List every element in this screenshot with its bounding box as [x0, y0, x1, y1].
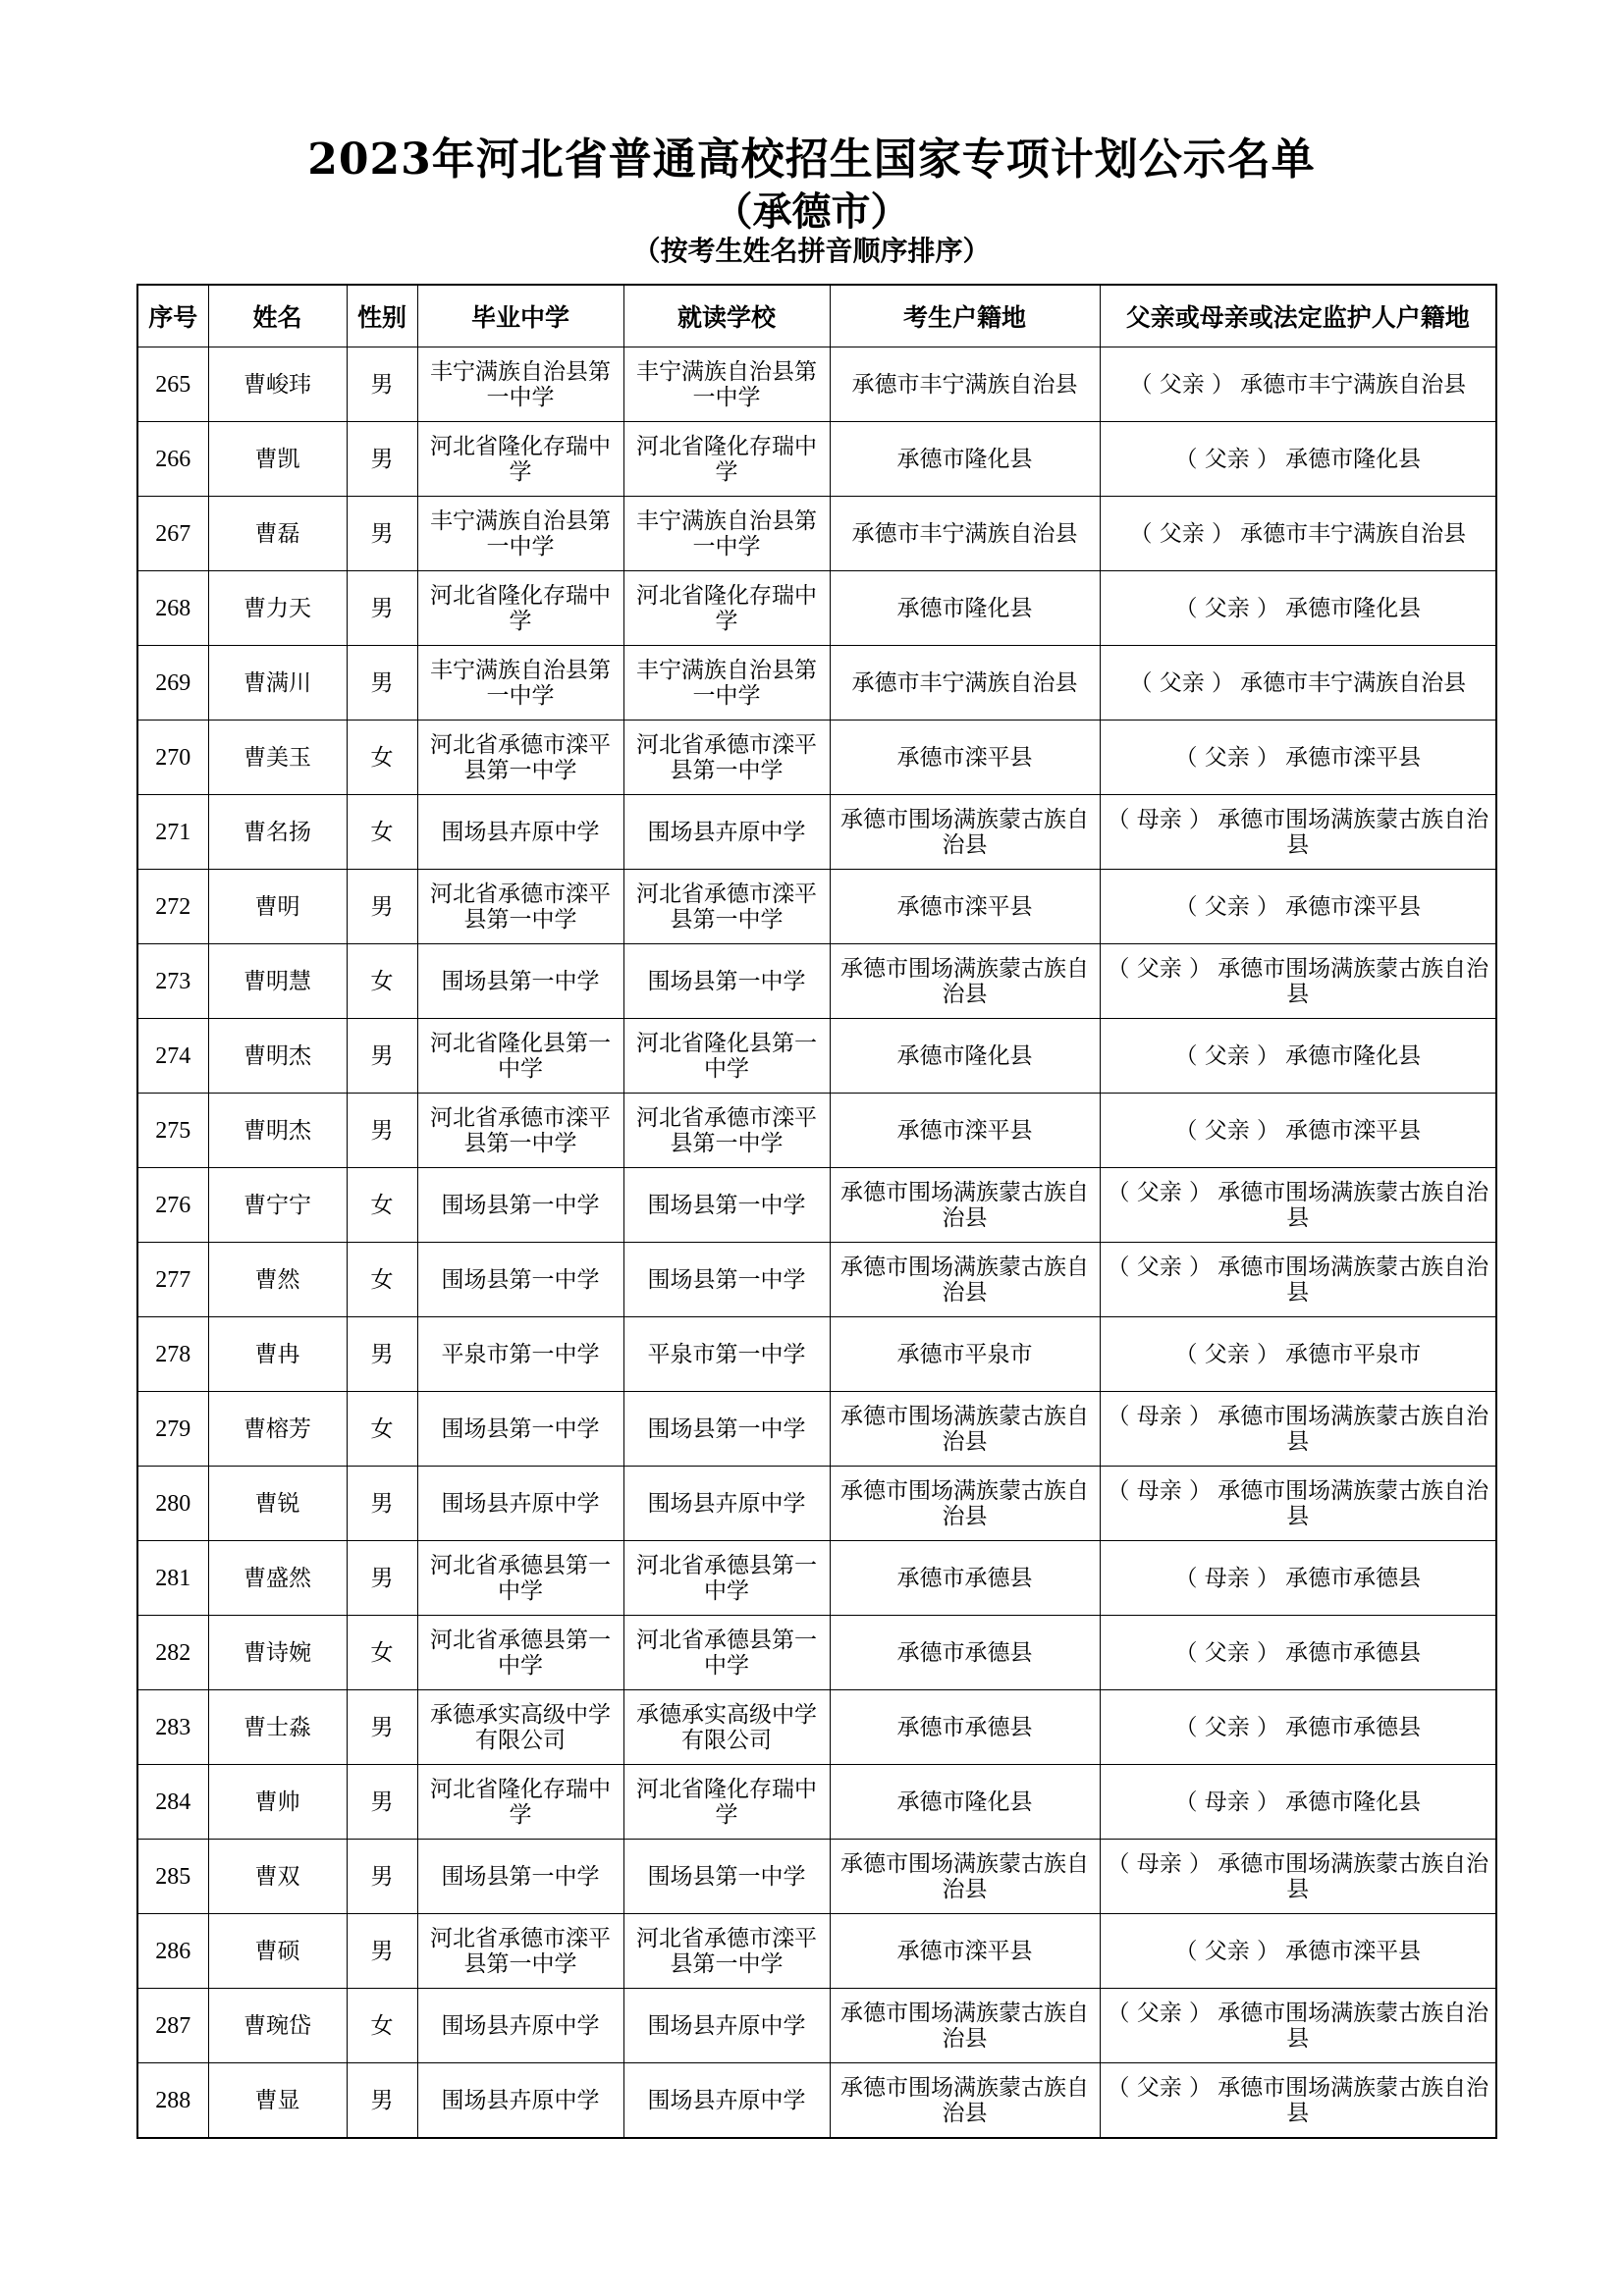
table-row — [137, 944, 1496, 1019]
cell-gender: 男 — [347, 1019, 417, 1094]
cell-current-school: 河北省承德市滦平县第一中学 — [623, 1914, 830, 1989]
guardian-relation: （ 母亲 ） — [1174, 1565, 1280, 1591]
cell-gender: 男 — [347, 422, 417, 497]
cell-graduation-school: 围场县卉原中学 — [417, 1989, 623, 2063]
cell-student-hukou: 承德市围场满族蒙古族自治县 — [830, 795, 1100, 870]
cell-student-hukou: 承德市承德县 — [830, 1616, 1100, 1690]
cell-student-name: 曹帅 — [208, 1765, 347, 1840]
page-title: 2023年河北省普通高校招生国家专项计划公示名单 — [307, 134, 1316, 185]
cell-student-hukou: 承德市隆化县 — [830, 571, 1100, 646]
cell-student-name: 曹硕 — [208, 1914, 347, 1989]
table-row — [137, 1467, 1496, 1541]
cell-current-school: 围场县第一中学 — [623, 1168, 830, 1243]
cell-graduation-school: 河北省隆化存瑞中学 — [417, 422, 623, 497]
cell-graduation-school: 围场县第一中学 — [417, 1243, 623, 1317]
table-row — [137, 497, 1496, 571]
cell-serial-no: 278 — [137, 1317, 208, 1392]
guardian-relation: （ 父亲 ） — [1174, 893, 1280, 920]
cell-guardian-hukou — [1100, 347, 1496, 422]
cell-gender: 女 — [347, 1392, 417, 1467]
cell-gender: 男 — [347, 646, 417, 721]
guardian-relation: （ 父亲 ） — [1129, 371, 1235, 398]
cell-serial-no: 277 — [137, 1243, 208, 1317]
guardian-hukou-place: 承德市承德县 — [1285, 1714, 1422, 1740]
guardian-hukou-place: 承德市围场满族蒙古族自治县 — [1217, 806, 1489, 858]
cell-serial-no: 281 — [137, 1541, 208, 1616]
cell-student-name: 曹名扬 — [208, 795, 347, 870]
cell-student-name: 曹满川 — [208, 646, 347, 721]
cell-guardian-hukou — [1100, 1989, 1496, 2063]
cell-current-school: 河北省隆化县第一中学 — [623, 1019, 830, 1094]
guardian-relation: （ 父亲 ） — [1174, 1042, 1280, 1069]
cell-student-name: 曹明杰 — [208, 1019, 347, 1094]
guardian-relation: （ 父亲 ） — [1174, 1341, 1280, 1367]
cell-current-school: 河北省承德县第一中学 — [623, 1616, 830, 1690]
cell-student-hukou: 承德市围场满族蒙古族自治县 — [830, 1840, 1100, 1914]
cell-student-name: 曹盛然 — [208, 1541, 347, 1616]
cell-serial-no: 286 — [137, 1914, 208, 1989]
cell-graduation-school: 丰宁满族自治县第一中学 — [417, 646, 623, 721]
cell-student-name: 曹力天 — [208, 571, 347, 646]
guardian-hukou-place: 承德市围场满族蒙古族自治县 — [1217, 1254, 1489, 1306]
cell-graduation-school: 围场县第一中学 — [417, 1168, 623, 1243]
cell-student-name: 曹明慧 — [208, 944, 347, 1019]
cell-student-name: 曹凯 — [208, 422, 347, 497]
cell-graduation-school: 围场县卉原中学 — [417, 2063, 623, 2139]
cell-gender: 男 — [347, 497, 417, 571]
table-row — [137, 1840, 1496, 1914]
guardian-relation: （ 父亲 ） — [1174, 595, 1280, 621]
cell-guardian-hukou — [1100, 2063, 1496, 2139]
cell-student-name: 曹榕芳 — [208, 1392, 347, 1467]
cell-serial-no: 283 — [137, 1690, 208, 1765]
cell-graduation-school: 河北省承德市滦平县第一中学 — [417, 870, 623, 944]
cell-student-hukou: 承德市围场满族蒙古族自治县 — [830, 1467, 1100, 1541]
cell-current-school: 围场县卉原中学 — [623, 1989, 830, 2063]
cell-current-school: 平泉市第一中学 — [623, 1317, 830, 1392]
guardian-hukou-place: 承德市围场满族蒙古族自治县 — [1217, 1179, 1489, 1231]
cell-graduation-school: 河北省承德市滦平县第一中学 — [417, 1094, 623, 1168]
cell-student-hukou: 承德市滦平县 — [830, 721, 1100, 795]
guardian-hukou-place: 承德市隆化县 — [1285, 1042, 1422, 1069]
guardian-hukou-place: 承德市围场满族蒙古族自治县 — [1217, 1403, 1489, 1455]
cell-guardian-hukou — [1100, 1317, 1496, 1392]
table-row — [137, 1765, 1496, 1840]
cell-gender: 男 — [347, 2063, 417, 2139]
cell-gender: 男 — [347, 870, 417, 944]
cell-graduation-school: 河北省承德市滦平县第一中学 — [417, 721, 623, 795]
cell-gender: 男 — [347, 1840, 417, 1914]
cell-graduation-school: 丰宁满族自治县第一中学 — [417, 497, 623, 571]
cell-guardian-hukou — [1100, 1467, 1496, 1541]
guardian-relation: （ 父亲 ） — [1107, 2000, 1213, 2026]
column-header-gender: 性别 — [347, 285, 417, 347]
cell-student-name: 曹显 — [208, 2063, 347, 2139]
cell-student-name: 曹诗婉 — [208, 1616, 347, 1690]
guardian-relation: （ 母亲 ） — [1174, 1789, 1280, 1815]
cell-guardian-hukou — [1100, 1094, 1496, 1168]
guardian-relation: （ 父亲 ） — [1174, 1639, 1280, 1666]
column-header-name: 姓名 — [208, 285, 347, 347]
cell-student-hukou: 承德市围场满族蒙古族自治县 — [830, 1168, 1100, 1243]
cell-gender: 女 — [347, 795, 417, 870]
cell-student-name: 曹琬岱 — [208, 1989, 347, 2063]
cell-guardian-hukou — [1100, 795, 1496, 870]
cell-guardian-hukou — [1100, 1168, 1496, 1243]
cell-graduation-school: 河北省承德县第一中学 — [417, 1541, 623, 1616]
guardian-relation: （ 母亲 ） — [1107, 1850, 1213, 1877]
table-row — [137, 1019, 1496, 1094]
cell-graduation-school: 河北省承德县第一中学 — [417, 1616, 623, 1690]
cell-student-hukou: 承德市丰宁满族自治县 — [830, 646, 1100, 721]
guardian-relation: （ 父亲 ） — [1107, 955, 1213, 982]
cell-student-hukou: 承德市围场满族蒙古族自治县 — [830, 2063, 1100, 2139]
table-row — [137, 721, 1496, 795]
cell-current-school: 丰宁满族自治县第一中学 — [623, 347, 830, 422]
cell-serial-no: 268 — [137, 571, 208, 646]
cell-student-name: 曹然 — [208, 1243, 347, 1317]
cell-student-name: 曹磊 — [208, 497, 347, 571]
cell-guardian-hukou — [1100, 1914, 1496, 1989]
table-row — [137, 1094, 1496, 1168]
cell-graduation-school: 围场县第一中学 — [417, 944, 623, 1019]
cell-gender: 女 — [347, 1616, 417, 1690]
guardian-hukou-place: 承德市围场满族蒙古族自治县 — [1217, 1850, 1489, 1902]
cell-graduation-school: 围场县第一中学 — [417, 1840, 623, 1914]
cell-guardian-hukou — [1100, 944, 1496, 1019]
cell-student-name: 曹宁宁 — [208, 1168, 347, 1243]
cell-student-hukou: 承德市滦平县 — [830, 1094, 1100, 1168]
table-row — [137, 795, 1496, 870]
table-row — [137, 1243, 1496, 1317]
cell-gender: 女 — [347, 1168, 417, 1243]
cell-student-hukou: 承德市隆化县 — [830, 1765, 1100, 1840]
guardian-relation: （ 父亲 ） — [1174, 446, 1280, 472]
cell-graduation-school: 围场县第一中学 — [417, 1392, 623, 1467]
table-row — [137, 1317, 1496, 1392]
cell-current-school: 河北省承德市滦平县第一中学 — [623, 721, 830, 795]
column-header-no: 序号 — [137, 285, 208, 347]
cell-student-hukou: 承德市承德县 — [830, 1690, 1100, 1765]
cell-serial-no: 279 — [137, 1392, 208, 1467]
cell-current-school: 丰宁满族自治县第一中学 — [623, 646, 830, 721]
cell-current-school: 围场县卉原中学 — [623, 795, 830, 870]
guardian-relation: （ 父亲 ） — [1129, 520, 1235, 547]
cell-serial-no: 270 — [137, 721, 208, 795]
cell-student-name: 曹明杰 — [208, 1094, 347, 1168]
guardian-relation: （ 父亲 ） — [1107, 1179, 1213, 1205]
cell-guardian-hukou — [1100, 1541, 1496, 1616]
table-row — [137, 1168, 1496, 1243]
cell-gender: 男 — [347, 1690, 417, 1765]
cell-graduation-school: 围场县卉原中学 — [417, 1467, 623, 1541]
cell-gender: 女 — [347, 944, 417, 1019]
cell-current-school: 河北省承德市滦平县第一中学 — [623, 870, 830, 944]
cell-gender: 男 — [347, 1467, 417, 1541]
cell-current-school: 围场县第一中学 — [623, 1243, 830, 1317]
cell-guardian-hukou — [1100, 422, 1496, 497]
cell-serial-no: 275 — [137, 1094, 208, 1168]
cell-student-hukou: 承德市围场满族蒙古族自治县 — [830, 944, 1100, 1019]
guardian-hukou-place: 承德市隆化县 — [1285, 1789, 1422, 1815]
guardian-hukou-place: 承德市承德县 — [1285, 1639, 1422, 1666]
cell-guardian-hukou — [1100, 571, 1496, 646]
column-header-guardian-hukou: 父亲或母亲或法定监护人户籍地 — [1100, 285, 1496, 347]
guardian-hukou-place: 承德市平泉市 — [1285, 1341, 1422, 1367]
cell-graduation-school: 丰宁满族自治县第一中学 — [417, 347, 623, 422]
cell-graduation-school: 河北省隆化县第一中学 — [417, 1019, 623, 1094]
guardian-hukou-place: 承德市丰宁满族自治县 — [1240, 371, 1467, 398]
cell-student-hukou: 承德市平泉市 — [830, 1317, 1100, 1392]
cell-graduation-school: 河北省隆化存瑞中学 — [417, 1765, 623, 1840]
cell-student-name: 曹锐 — [208, 1467, 347, 1541]
cell-guardian-hukou — [1100, 1840, 1496, 1914]
cell-graduation-school: 平泉市第一中学 — [417, 1317, 623, 1392]
table-row — [137, 1541, 1496, 1616]
table-row — [137, 571, 1496, 646]
column-header-current-school: 就读学校 — [623, 285, 830, 347]
cell-student-name: 曹冉 — [208, 1317, 347, 1392]
cell-student-hukou: 承德市承德县 — [830, 1541, 1100, 1616]
cell-guardian-hukou — [1100, 1392, 1496, 1467]
column-header-hukou: 考生户籍地 — [830, 285, 1100, 347]
guardian-relation: （ 父亲 ） — [1174, 1938, 1280, 1964]
table-row — [137, 1914, 1496, 1989]
cell-serial-no: 280 — [137, 1467, 208, 1541]
cell-gender: 男 — [347, 1541, 417, 1616]
roster-table — [136, 284, 1497, 2139]
cell-serial-no: 267 — [137, 497, 208, 571]
cell-serial-no: 287 — [137, 1989, 208, 2063]
cell-serial-no: 282 — [137, 1616, 208, 1690]
cell-current-school: 河北省承德县第一中学 — [623, 1541, 830, 1616]
cell-student-hukou: 承德市隆化县 — [830, 1019, 1100, 1094]
cell-serial-no: 276 — [137, 1168, 208, 1243]
guardian-relation: （ 父亲 ） — [1174, 744, 1280, 771]
cell-current-school: 河北省承德市滦平县第一中学 — [623, 1094, 830, 1168]
table-row — [137, 1690, 1496, 1765]
guardian-relation: （ 母亲 ） — [1107, 806, 1213, 832]
cell-student-hukou: 承德市滦平县 — [830, 870, 1100, 944]
guardian-relation: （ 父亲 ） — [1174, 1714, 1280, 1740]
guardian-hukou-place: 承德市围场满族蒙古族自治县 — [1217, 955, 1489, 1007]
table-row — [137, 1616, 1496, 1690]
cell-gender: 男 — [347, 1317, 417, 1392]
cell-current-school: 围场县第一中学 — [623, 944, 830, 1019]
guardian-relation: （ 父亲 ） — [1107, 1254, 1213, 1280]
cell-current-school: 丰宁满族自治县第一中学 — [623, 497, 830, 571]
cell-current-school: 河北省隆化存瑞中学 — [623, 422, 830, 497]
cell-graduation-school: 承德承实高级中学有限公司 — [417, 1690, 623, 1765]
cell-guardian-hukou — [1100, 1019, 1496, 1094]
cell-student-name: 曹双 — [208, 1840, 347, 1914]
table-row — [137, 646, 1496, 721]
cell-gender: 男 — [347, 347, 417, 422]
cell-serial-no: 266 — [137, 422, 208, 497]
cell-guardian-hukou — [1100, 1243, 1496, 1317]
guardian-hukou-place: 承德市围场满族蒙古族自治县 — [1217, 2074, 1489, 2126]
guardian-relation: （ 父亲 ） — [1174, 1117, 1280, 1144]
cell-guardian-hukou — [1100, 1616, 1496, 1690]
cell-guardian-hukou — [1100, 1690, 1496, 1765]
cell-guardian-hukou — [1100, 646, 1496, 721]
cell-serial-no: 285 — [137, 1840, 208, 1914]
guardian-hukou-place: 承德市丰宁满族自治县 — [1240, 520, 1467, 547]
table-row — [137, 347, 1496, 422]
cell-current-school: 围场县卉原中学 — [623, 2063, 830, 2139]
table-row — [137, 2063, 1496, 2139]
cell-student-hukou: 承德市丰宁满族自治县 — [830, 347, 1100, 422]
cell-gender: 男 — [347, 1765, 417, 1840]
cell-student-hukou: 承德市围场满族蒙古族自治县 — [830, 1989, 1100, 2063]
cell-guardian-hukou — [1100, 721, 1496, 795]
cell-gender: 男 — [347, 1094, 417, 1168]
guardian-hukou-place: 承德市滦平县 — [1285, 1938, 1422, 1964]
guardian-relation: （ 母亲 ） — [1107, 1403, 1213, 1429]
cell-current-school: 河北省隆化存瑞中学 — [623, 1765, 830, 1840]
cell-graduation-school: 河北省承德市滦平县第一中学 — [417, 1914, 623, 1989]
cell-current-school: 河北省隆化存瑞中学 — [623, 571, 830, 646]
guardian-relation: （ 母亲 ） — [1107, 1477, 1213, 1504]
cell-current-school: 围场县第一中学 — [623, 1840, 830, 1914]
table-row — [137, 422, 1496, 497]
guardian-relation: （ 父亲 ） — [1129, 669, 1235, 696]
table-header-row — [137, 285, 1496, 347]
table-row — [137, 870, 1496, 944]
cell-student-hukou: 承德市丰宁满族自治县 — [830, 497, 1100, 571]
cell-serial-no: 273 — [137, 944, 208, 1019]
cell-guardian-hukou — [1100, 870, 1496, 944]
guardian-hukou-place: 承德市丰宁满族自治县 — [1240, 669, 1467, 696]
cell-serial-no: 288 — [137, 2063, 208, 2139]
column-header-grad-school: 毕业中学 — [417, 285, 623, 347]
cell-student-hukou: 承德市滦平县 — [830, 1914, 1100, 1989]
cell-current-school: 围场县卉原中学 — [623, 1467, 830, 1541]
guardian-hukou-place: 承德市承德县 — [1285, 1565, 1422, 1591]
cell-gender: 男 — [347, 571, 417, 646]
cell-student-hukou: 承德市围场满族蒙古族自治县 — [830, 1392, 1100, 1467]
cell-gender: 女 — [347, 1243, 417, 1317]
table-body — [137, 347, 1496, 2139]
guardian-hukou-place: 承德市滦平县 — [1285, 744, 1422, 771]
cell-serial-no: 271 — [137, 795, 208, 870]
cell-serial-no: 274 — [137, 1019, 208, 1094]
guardian-hukou-place: 承德市滦平县 — [1285, 893, 1422, 920]
cell-current-school: 围场县第一中学 — [623, 1392, 830, 1467]
guardian-relation: （ 父亲 ） — [1107, 2074, 1213, 2101]
table-row — [137, 1392, 1496, 1467]
cell-current-school: 承德承实高级中学有限公司 — [623, 1690, 830, 1765]
cell-serial-no: 269 — [137, 646, 208, 721]
sort-note: （按考生姓名拼音顺序排序） — [632, 235, 991, 267]
cell-student-name: 曹士淼 — [208, 1690, 347, 1765]
cell-student-name: 曹美玉 — [208, 721, 347, 795]
cell-student-name: 曹峻玮 — [208, 347, 347, 422]
cell-serial-no: 265 — [137, 347, 208, 422]
guardian-hukou-place: 承德市围场满族蒙古族自治县 — [1217, 1477, 1489, 1529]
guardian-hukou-place: 承德市围场满族蒙古族自治县 — [1217, 2000, 1489, 2052]
cell-gender: 女 — [347, 721, 417, 795]
cell-student-hukou: 承德市围场满族蒙古族自治县 — [830, 1243, 1100, 1317]
cell-serial-no: 272 — [137, 870, 208, 944]
cell-gender: 女 — [347, 1989, 417, 2063]
page-subtitle: （承德市） — [713, 188, 910, 235]
cell-student-name: 曹明 — [208, 870, 347, 944]
guardian-hukou-place: 承德市隆化县 — [1285, 595, 1422, 621]
cell-student-hukou: 承德市隆化县 — [830, 422, 1100, 497]
guardian-hukou-place: 承德市滦平县 — [1285, 1117, 1422, 1144]
cell-guardian-hukou — [1100, 1765, 1496, 1840]
table-row — [137, 1989, 1496, 2063]
guardian-hukou-place: 承德市隆化县 — [1285, 446, 1422, 472]
cell-graduation-school: 围场县卉原中学 — [417, 795, 623, 870]
cell-guardian-hukou — [1100, 497, 1496, 571]
cell-serial-no: 284 — [137, 1765, 208, 1840]
cell-graduation-school: 河北省隆化存瑞中学 — [417, 571, 623, 646]
cell-gender: 男 — [347, 1914, 417, 1989]
